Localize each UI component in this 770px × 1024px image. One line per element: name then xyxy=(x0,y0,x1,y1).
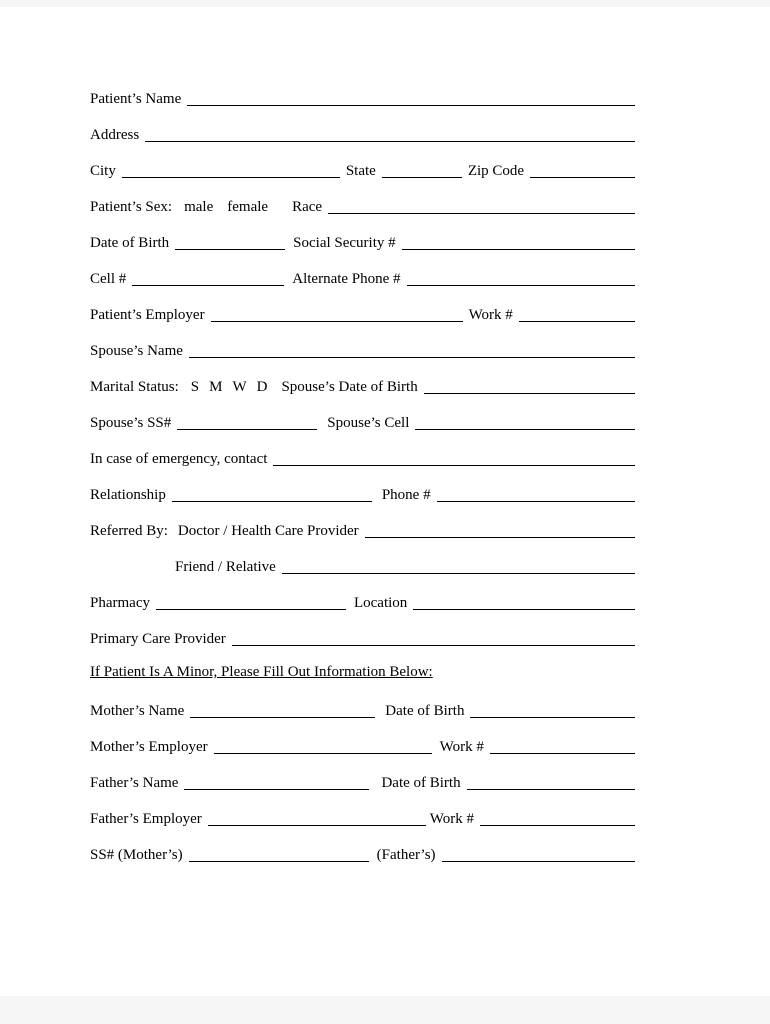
minor-section-heading: If Patient Is A Minor, Please Fill Out Information Below: xyxy=(90,664,433,680)
state-label: State xyxy=(345,163,376,179)
marital-option-married[interactable]: M xyxy=(209,379,223,395)
spouse-ssn-label: Spouse’s SS# xyxy=(90,415,172,431)
row-father-employer-work xyxy=(90,808,635,829)
marital-status-label: Marital Status: xyxy=(90,379,179,395)
primary-care-provider-field[interactable] xyxy=(232,631,635,646)
city-label: City xyxy=(90,163,116,179)
spouse-ssn-field[interactable] xyxy=(177,415,317,430)
social-security-label: Social Security # xyxy=(293,235,396,251)
patient-sex-label: Patient’s Sex: xyxy=(90,199,173,215)
row-parent-ssn xyxy=(90,844,635,865)
cell-number-label: Cell # xyxy=(90,271,127,287)
address-field[interactable] xyxy=(145,127,635,142)
father-name-field[interactable] xyxy=(184,775,369,790)
row-mother-name-dob xyxy=(90,700,635,721)
date-of-birth-field[interactable] xyxy=(175,235,285,250)
row-dob-ssn xyxy=(90,232,635,253)
pharmacy-location-field[interactable] xyxy=(413,595,635,610)
emergency-contact-field[interactable] xyxy=(273,451,635,466)
referred-friend-field[interactable] xyxy=(282,559,635,574)
referred-doctor-label: Doctor / Health Care Provider xyxy=(177,523,359,539)
pharmacy-field[interactable] xyxy=(156,595,346,610)
row-relationship-phone xyxy=(90,484,635,505)
phone-number-label: Phone # xyxy=(381,487,431,503)
row-marital-spouse-dob xyxy=(90,376,635,397)
marital-option-divorced[interactable]: D xyxy=(256,379,268,395)
zip-code-field[interactable] xyxy=(530,163,635,178)
row-spouse-ssn-cell xyxy=(90,412,635,433)
row-spouse-name xyxy=(90,340,635,361)
father-dob-field[interactable] xyxy=(467,775,635,790)
row-referred-by-friend xyxy=(90,556,635,577)
row-minor-heading xyxy=(90,664,635,685)
relationship-field[interactable] xyxy=(172,487,372,502)
spouse-name-label: Spouse’s Name xyxy=(90,343,183,359)
mother-ssn-field[interactable] xyxy=(189,847,369,862)
marital-option-widowed[interactable]: W xyxy=(232,379,247,395)
father-dob-label: Date of Birth xyxy=(381,775,461,791)
work-number-label: Work # xyxy=(468,307,513,323)
row-sex-race xyxy=(90,196,635,217)
mother-name-label: Mother’s Name xyxy=(90,703,185,719)
referred-doctor-field[interactable] xyxy=(365,523,635,538)
patient-employer-label: Patient’s Employer xyxy=(90,307,205,323)
sex-option-male[interactable]: male xyxy=(184,199,214,215)
marital-option-single[interactable]: S xyxy=(190,379,200,395)
row-address xyxy=(90,124,635,145)
father-ssn-field[interactable] xyxy=(442,847,635,862)
row-referred-by-doctor xyxy=(90,520,635,541)
sex-option-female[interactable]: female xyxy=(227,199,269,215)
primary-care-provider-label: Primary Care Provider xyxy=(90,631,226,647)
race-field[interactable] xyxy=(328,199,635,214)
spouse-cell-label: Spouse’s Cell xyxy=(327,415,410,431)
spouse-dob-field[interactable] xyxy=(424,379,635,394)
father-name-label: Father’s Name xyxy=(90,775,179,791)
cell-number-field[interactable] xyxy=(132,271,284,286)
emergency-contact-label: In case of emergency, contact xyxy=(90,451,268,467)
row-father-name-dob xyxy=(90,772,635,793)
zip-code-label: Zip Code xyxy=(467,163,525,179)
mother-employer-field[interactable] xyxy=(214,739,432,754)
father-work-field[interactable] xyxy=(480,811,635,826)
row-employer-work xyxy=(90,304,635,325)
row-cell-altphone xyxy=(90,268,635,289)
pharmacy-label: Pharmacy xyxy=(90,595,150,611)
patient-employer-field[interactable] xyxy=(211,307,463,322)
father-ssn-label: (Father’s) xyxy=(376,847,436,863)
patient-name-field[interactable] xyxy=(187,91,635,106)
father-work-label: Work # xyxy=(429,811,474,827)
mother-dob-field[interactable] xyxy=(470,703,635,718)
mother-employer-label: Mother’s Employer xyxy=(90,739,208,755)
patient-name-label: Patient’s Name xyxy=(90,91,182,107)
spouse-cell-field[interactable] xyxy=(415,415,635,430)
alternate-phone-field[interactable] xyxy=(407,271,635,286)
date-of-birth-label: Date of Birth xyxy=(90,235,170,251)
social-security-field[interactable] xyxy=(402,235,635,250)
referred-by-label: Referred By: xyxy=(90,523,168,539)
mother-ssn-label: SS# (Mother’s) xyxy=(90,847,183,863)
work-number-field[interactable] xyxy=(519,307,635,322)
father-employer-label: Father’s Employer xyxy=(90,811,202,827)
referred-friend-label: Friend / Relative xyxy=(175,559,276,575)
mother-work-field[interactable] xyxy=(490,739,635,754)
spouse-dob-label: Spouse’s Date of Birth xyxy=(281,379,418,395)
form-rows xyxy=(90,88,635,865)
address-label: Address xyxy=(90,127,140,143)
mother-dob-label: Date of Birth xyxy=(385,703,465,719)
row-pharmacy-location xyxy=(90,592,635,613)
row-mother-employer-work xyxy=(90,736,635,757)
row-city-state-zip xyxy=(90,160,635,181)
relationship-label: Relationship xyxy=(90,487,166,503)
city-field[interactable] xyxy=(122,163,340,178)
race-label: Race xyxy=(292,199,323,215)
row-patient-name xyxy=(90,88,635,109)
mother-work-label: Work # xyxy=(439,739,484,755)
spouse-name-field[interactable] xyxy=(189,343,635,358)
mother-name-field[interactable] xyxy=(190,703,375,718)
alternate-phone-label: Alternate Phone # xyxy=(292,271,401,287)
state-field[interactable] xyxy=(382,163,462,178)
phone-number-field[interactable] xyxy=(437,487,635,502)
pharmacy-location-label: Location xyxy=(353,595,408,611)
row-primary-care xyxy=(90,628,635,649)
row-emergency-contact xyxy=(90,448,635,469)
father-employer-field[interactable] xyxy=(208,811,426,826)
